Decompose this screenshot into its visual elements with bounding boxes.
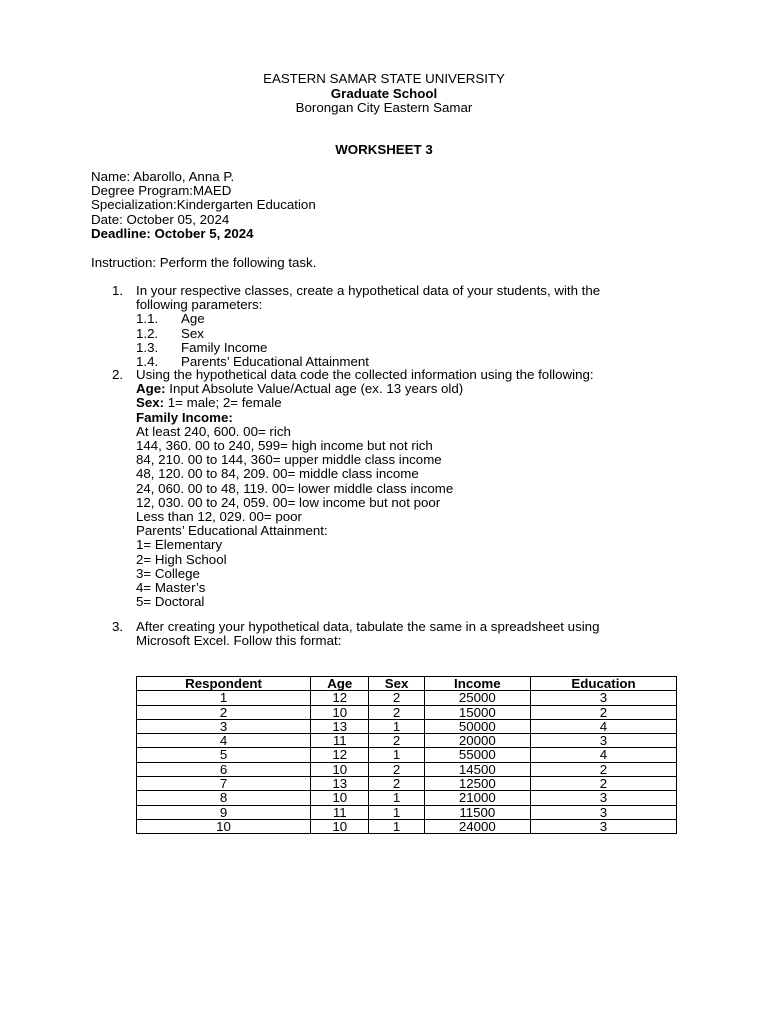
student-info xyxy=(91,170,316,241)
school-name: Graduate School xyxy=(330,85,438,101)
table-cell: 3 xyxy=(531,819,677,833)
table-cell: 2 xyxy=(531,705,677,719)
table-cell: 13 xyxy=(311,719,369,733)
student-name: Name: Abarollo, Anna P. xyxy=(91,169,235,184)
deadline: Deadline: October 5, 2024 xyxy=(91,225,254,241)
column-header: Respondent xyxy=(137,677,311,691)
table-cell: 2 xyxy=(531,762,677,776)
income-bracket: Less than 12, 029. 00= poor xyxy=(136,509,302,525)
task-item-2 xyxy=(136,368,594,609)
table-cell: 2 xyxy=(137,705,311,719)
parameter-number: 1.2. xyxy=(136,325,159,341)
table-cell: 10 xyxy=(311,791,369,805)
income-bracket: 24, 060. 00 to 48, 119. 00= lower middle class income xyxy=(136,480,454,496)
education-code: 1= Elementary xyxy=(136,537,223,553)
instruction: Instruction: Perform the following task. xyxy=(91,255,317,270)
table-cell: 13 xyxy=(311,777,369,791)
table-cell: 2 xyxy=(369,762,424,776)
table-cell: 12 xyxy=(311,691,369,705)
table-row xyxy=(137,819,677,833)
date: Date: October 05, 2024 xyxy=(91,211,230,227)
table-cell: 10 xyxy=(311,705,369,719)
income-bracket: 12, 030. 00 to 24, 059. 00= low income but not poor xyxy=(136,494,441,510)
table-row xyxy=(137,791,677,805)
task-text: Using the hypothetical data code the collected information using the following: xyxy=(136,367,594,382)
specialization: Specialization:Kindergarten Education xyxy=(91,197,316,213)
education-code: 2= High School xyxy=(136,551,227,567)
table-cell: 2 xyxy=(369,777,424,791)
table-cell: 2 xyxy=(369,691,424,705)
table-cell: 55000 xyxy=(424,748,530,762)
table-cell: 1 xyxy=(369,805,424,819)
table-cell: 1 xyxy=(137,691,311,705)
data-table xyxy=(136,676,677,834)
table-cell: 3 xyxy=(531,805,677,819)
income-bracket: 144, 360. 00 to 240, 599= high income but not rich xyxy=(136,438,433,454)
table-cell: 12500 xyxy=(424,777,530,791)
table-cell: 7 xyxy=(137,777,311,791)
sex-label: Sex: xyxy=(136,395,165,411)
table-cell: 10 xyxy=(137,819,311,833)
table-cell: 4 xyxy=(137,734,311,748)
table-cell: 24000 xyxy=(424,819,530,833)
table-cell: 5 xyxy=(137,748,311,762)
table-cell: 6 xyxy=(137,762,311,776)
income-bracket: 48, 120. 00 to 84, 209. 00= middle class income xyxy=(136,466,419,482)
parameter-item xyxy=(136,327,600,341)
task-text: In your respective classes, create a hypothetical data of your students, with the xyxy=(136,283,601,298)
education-code: 3= College xyxy=(136,565,200,581)
table-cell: 4 xyxy=(531,719,677,733)
income-label: Family Income: xyxy=(136,409,233,425)
table-cell: 2 xyxy=(531,777,677,791)
table-cell: 1 xyxy=(369,719,424,733)
table-cell: 20000 xyxy=(424,734,530,748)
item-number: 2. xyxy=(112,367,124,382)
school-location: Borongan City Eastern Samar xyxy=(295,100,473,115)
table-header-row xyxy=(137,677,677,691)
sex-text: 1= male; 2= female xyxy=(164,395,282,411)
university-name: EASTERN SAMAR STATE UNIVERSITY xyxy=(263,71,505,86)
table-cell: 11500 xyxy=(424,805,530,819)
table-cell: 10 xyxy=(311,762,369,776)
parameter-number: 1.1. xyxy=(136,311,159,327)
income-bracket: At least 240, 600. 00= rich xyxy=(136,423,291,439)
column-header: Education xyxy=(531,677,677,691)
table-cell: 3 xyxy=(137,719,311,733)
education-label: Parents’ Educational Attainment: xyxy=(136,523,328,539)
degree-program: Degree Program:MAED xyxy=(91,183,232,199)
parameter-item xyxy=(136,312,600,326)
table-cell: 11 xyxy=(311,734,369,748)
column-header: Age xyxy=(311,677,369,691)
age-text: Input Absolute Value/Actual age (ex. 13 years old) xyxy=(165,381,464,397)
worksheet-title: WORKSHEET 3 xyxy=(335,142,433,157)
table-cell: 2 xyxy=(369,705,424,719)
table-cell: 8 xyxy=(137,791,311,805)
parameter-item xyxy=(136,341,600,355)
table-row xyxy=(137,705,677,719)
table-cell: 3 xyxy=(531,734,677,748)
income-bracket: 84, 210. 00 to 144, 360= upper middle class income xyxy=(136,452,442,468)
parameter-number: 1.3. xyxy=(136,339,159,355)
table-cell: 1 xyxy=(369,819,424,833)
table-row xyxy=(137,748,677,762)
table-cell: 1 xyxy=(369,748,424,762)
document-header xyxy=(0,72,768,116)
table-cell: 11 xyxy=(311,805,369,819)
parameter-number: 1.4. xyxy=(136,353,159,369)
education-code: 4= Master’s xyxy=(136,580,206,596)
column-header: Income xyxy=(424,677,530,691)
parameter-label: Sex xyxy=(181,325,204,341)
item-number: 1. xyxy=(112,283,124,298)
parameter-label: Family Income xyxy=(181,339,268,355)
task-item-3 xyxy=(136,620,599,648)
table-cell: 12 xyxy=(311,748,369,762)
task-text: Microsoft Excel. Follow this format: xyxy=(136,633,342,649)
table-cell: 3 xyxy=(531,791,677,805)
task-item-1 xyxy=(136,284,600,369)
table-cell: 4 xyxy=(531,748,677,762)
item-number: 3. xyxy=(112,619,124,634)
education-code: 5= Doctoral xyxy=(136,594,205,610)
age-label: Age: xyxy=(136,381,166,397)
sex-coding xyxy=(136,396,594,410)
table-cell: 3 xyxy=(531,691,677,705)
table-cell: 2 xyxy=(369,734,424,748)
task-text: following parameters: xyxy=(136,297,263,313)
table-cell: 10 xyxy=(311,819,369,833)
table-cell: 1 xyxy=(369,791,424,805)
table-cell: 14500 xyxy=(424,762,530,776)
table-row xyxy=(137,734,677,748)
table-row xyxy=(137,762,677,776)
column-header: Sex xyxy=(369,677,424,691)
table-cell: 21000 xyxy=(424,791,530,805)
parameter-label: Parents’ Educational Attainment xyxy=(181,353,369,369)
task-text: After creating your hypothetical data, tabulate the same in a spreadsheet using xyxy=(136,619,600,634)
table-row xyxy=(137,805,677,819)
table-cell: 15000 xyxy=(424,705,530,719)
table-row xyxy=(137,719,677,733)
table-cell: 25000 xyxy=(424,691,530,705)
table-row xyxy=(137,777,677,791)
table-cell: 50000 xyxy=(424,719,530,733)
table-cell: 9 xyxy=(137,805,311,819)
parameter-label: Age xyxy=(181,311,205,327)
table-row xyxy=(137,691,677,705)
age-coding xyxy=(136,382,594,396)
